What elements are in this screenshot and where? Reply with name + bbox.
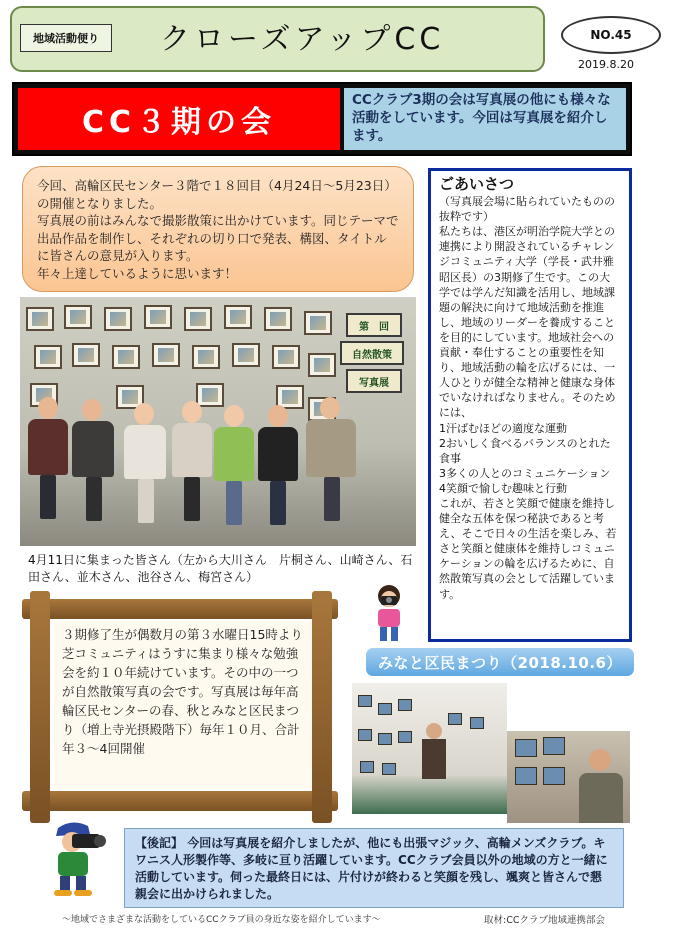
exhibit-sign-2: 自然散策 [340, 341, 404, 365]
greeting-item-3: 3多くの人とのコミュニケーション [439, 466, 611, 480]
photo-frame [26, 307, 54, 331]
article-lead: CCクラブ3期の会は写真展の他にも様々な活動をしています。今回は写真展を紹介します。 [344, 88, 626, 150]
photo-frame [308, 353, 336, 377]
photo-frame [232, 343, 260, 367]
footer-tagline: 〜地域でさまざまな活動をしているCCクラブ員の身近な姿を紹介しています〜 [62, 915, 381, 925]
photo-frame [104, 307, 132, 331]
photo-frame [34, 345, 62, 369]
afterword-box [124, 828, 624, 908]
photo-frame [272, 345, 300, 369]
title-banner [12, 82, 632, 156]
intro-line-3: 年々上達しているように思います！ [37, 265, 238, 281]
photo-frame [192, 345, 220, 369]
festival-photo-1 [352, 683, 507, 814]
exhibit-sign-1: 第 回 [346, 313, 402, 337]
greeting-box [428, 168, 632, 642]
photo-frame [112, 345, 140, 369]
festival-photo-2 [507, 731, 630, 823]
greeting-item-1: 1汗ばむほどの適度な運動 [439, 421, 567, 435]
wood-top-bar [22, 599, 338, 619]
greeting-item-2: 2おいしく食べるバランスのとれた食事 [439, 436, 611, 465]
intro-line-2: 写真展の前はみんなで撮影散策に出かけています。同じテーマで出品作品を制作し、それぞれの切り口で発表、構図、タイトルに皆さんの意見が入ります。 [37, 213, 399, 263]
group-photo [20, 297, 416, 546]
wood-left-post [30, 591, 50, 823]
greeting-item-4: 4笑顔で愉しむ趣味と行動 [439, 481, 567, 495]
footer-credit: 取材:CCクラブ地域連携部会 [484, 915, 605, 926]
greeting-closing: これが、若さと笑顔で健康を維持し健全な五体を保つ秘訣であると考え、そこで日々の生活を楽しみ、若さと笑顔と健康体を維持しコミュニケーションの輪を広げるために、自然散策写真の会として活躍しています。 [439, 496, 617, 601]
newsletter-title: クローズアップCC [160, 22, 445, 57]
festival-heading: みなと区民まつり（2018.10.6） [366, 648, 634, 676]
greeting-note: （写真展会場に貼られていたものの抜粋です） [439, 195, 615, 224]
photo-frame [184, 307, 212, 331]
exhibit-sign-3: 写真展 [346, 369, 402, 393]
photo-frame [264, 307, 292, 331]
intro-line-1: 今回、高輪区民センター３階で１８回目（4月24日〜5月23日）の開催となりました。 [37, 178, 397, 211]
photo-frame [224, 305, 252, 329]
intro-bubble [22, 166, 414, 292]
photo-frame [64, 305, 92, 329]
section-tag: 地域活動便り [20, 24, 112, 52]
activity-description: ３期修了生が偶数月の第３水曜日15時より芝コミュニティはうすに集まり様々な勉強会を約１０年続けています。その中の一つが自然散策写真の会です。写真展は毎年高輪区民センターの春、秋とみなと区民まつり（増上寺光摂殿階下）毎年１０月、合計年３〜4回開催 [54, 621, 312, 789]
afterword-label: 【後記】 [135, 836, 184, 850]
photographer-boy-icon [42, 818, 114, 898]
issue-number: NO.45 [561, 16, 661, 54]
photo-frame [304, 311, 332, 335]
wooden-frame-box [22, 591, 338, 823]
photo-frame [144, 305, 172, 329]
photo-frame [152, 343, 180, 367]
photographer-girl-icon [366, 582, 412, 644]
photo-frame [72, 343, 100, 367]
wood-bottom-bar [22, 791, 338, 811]
article-title: CC３期の会 [18, 88, 340, 150]
wood-right-post [312, 591, 332, 823]
photo-caption: 4月11日に集まった皆さん（左から大川さん 片桐さん、山崎さん、石田さん、並木さん、池谷さん、梅宮さん） [28, 553, 413, 584]
greeting-body: 私たちは、港区が明治学院大学との連携により開設されているチャレンジコミュニティ大学（学長・武井雅昭区長）の3期修了生です。この大学では学んだ知識を活用し、地域課題の解決に向けて地域活動を推進し、地域のリーダーを養成することを目的にしています。地域社会への貢献・奉仕することの重要性を知り、地域活動の輪を広げるには、一人ひとりが健全な精神と健康な身体でいなければなりません。そのためには、 [439, 225, 616, 420]
photo-frame [196, 383, 224, 407]
issue-date: 2019.8.20 [578, 58, 634, 71]
afterword-text: 今回は写真展を紹介しましたが、他にも出張マジック、高輪メンズクラブ。キワニス人形製作等、多岐に亘り活躍しています。CCクラブ会員以外の地域の方と一緒に活動しています。伺った最終日には、片付けが終わると笑顔を残し、颯爽と皆さんで懇親会に出かけられました。 [135, 836, 608, 901]
greeting-title: ごあいさつ [439, 175, 515, 193]
